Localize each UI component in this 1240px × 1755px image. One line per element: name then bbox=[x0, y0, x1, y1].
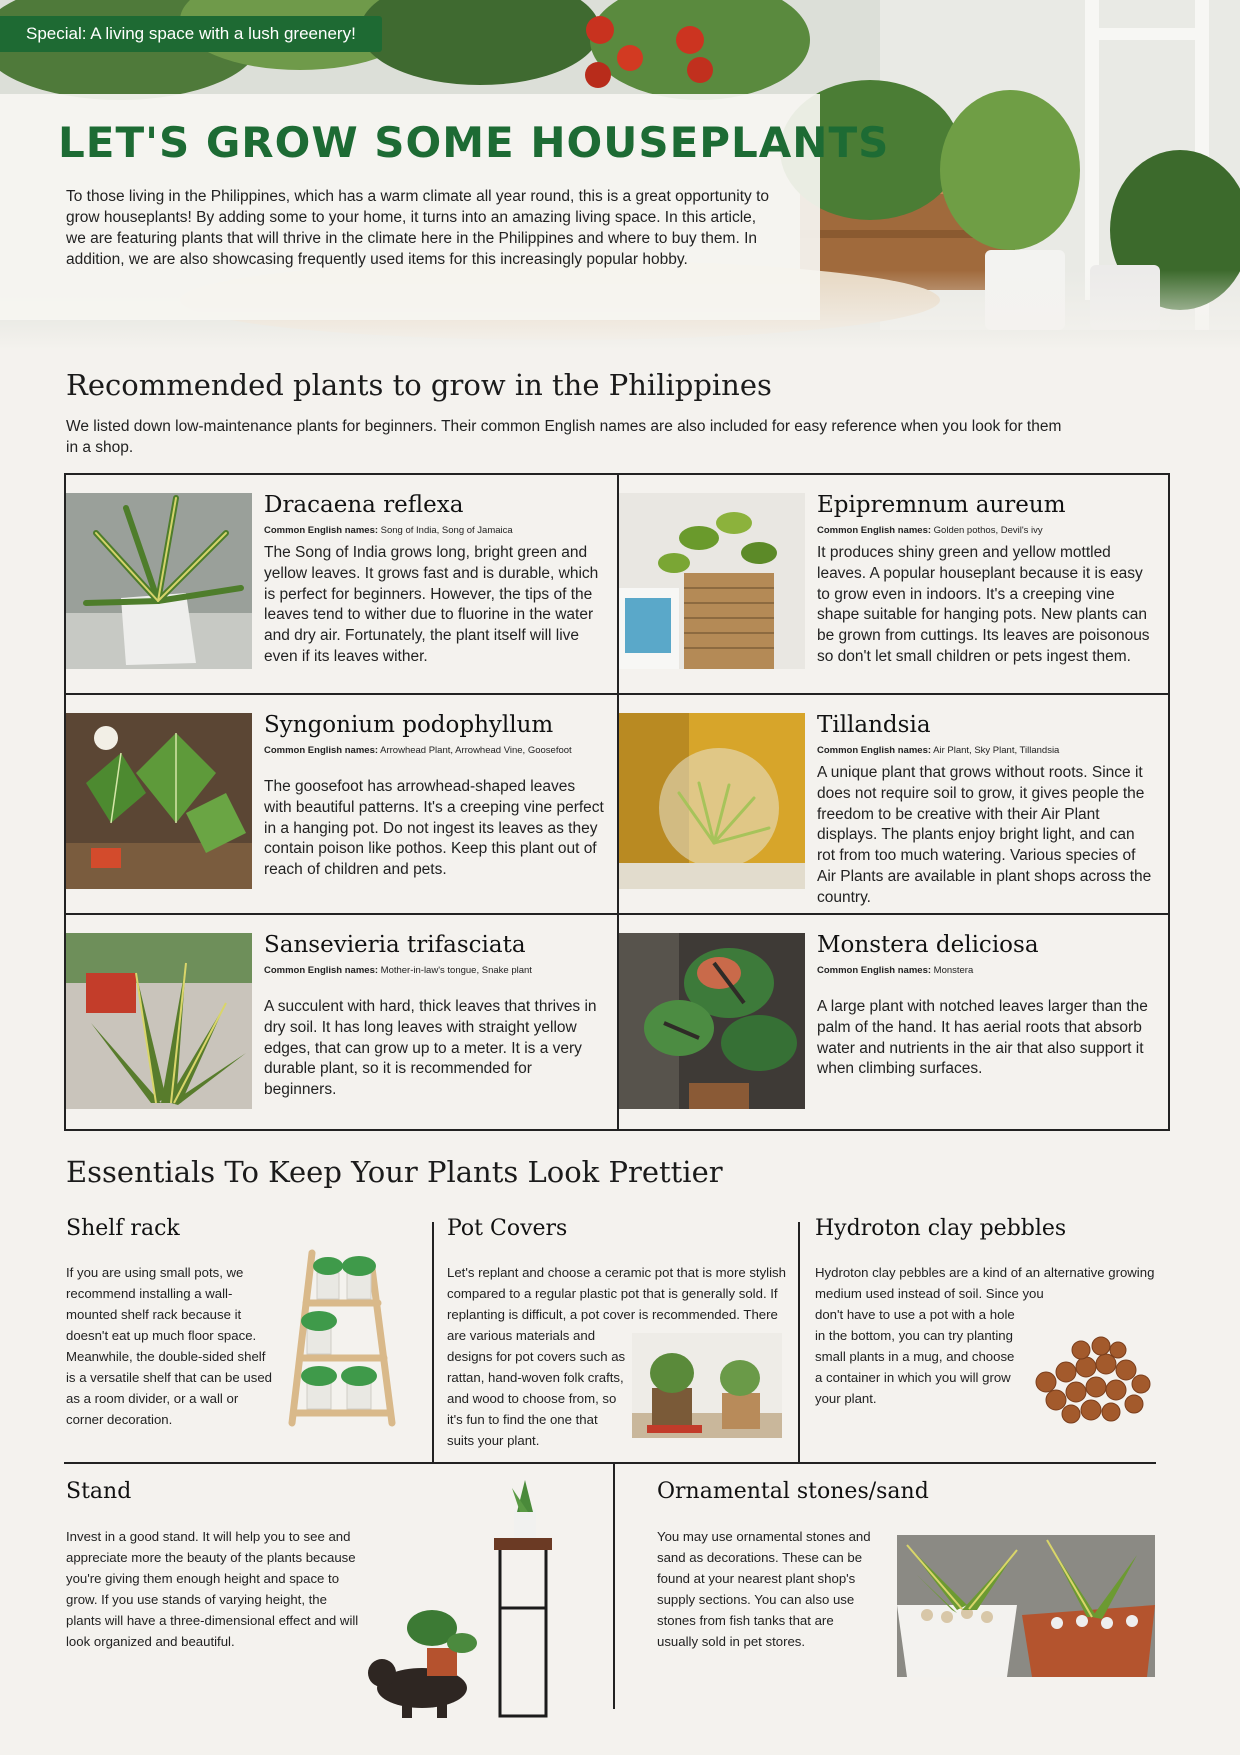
plant-description: The Song of India grows long, bright green and yellow leaves. It grows fast and is durable, which is perfect for beginners. However, the tips of the leaves tend to wither due to fluorine in the water and dry air. Fortunately, the plant itself will live even if its leaves wither. bbox=[264, 544, 599, 665]
essential-title: Ornamental stones/sand bbox=[657, 1479, 929, 1504]
plant-name: Syngonium podophyllum bbox=[264, 712, 554, 738]
plant-description: A large plant with notched leaves larger than the palm of the hand. It has aerial roots that absorb water and nutrients in the air that also support it when climbing surfaces. bbox=[817, 998, 1148, 1078]
plant-name: Monstera deliciosa bbox=[817, 932, 1039, 958]
plant-card bbox=[66, 915, 617, 1133]
plant-common-names: Common English names: Air Plant, Sky Plant, Tillandsia bbox=[817, 745, 1060, 756]
plant-photo bbox=[619, 493, 805, 669]
row-divider bbox=[64, 1462, 1156, 1464]
plant-grid bbox=[64, 473, 1170, 1131]
plant-card bbox=[66, 695, 617, 913]
essential-text: don't have to use a pot with a hole in the bottom, you can try planting small plants in a mug, and choose a container in which you will grow your plant. bbox=[815, 1307, 1015, 1406]
essential-text: are various materials and designs for pot covers such as rattan, hand-woven folk crafts, and wood to choose from, so it's fun to find the one that suits your plant. bbox=[447, 1328, 626, 1448]
plant-photo bbox=[66, 933, 252, 1109]
plant-photo bbox=[66, 713, 252, 889]
special-banner: Special: A living space with a lush greenery! bbox=[0, 16, 382, 52]
plant-card bbox=[619, 695, 1170, 913]
column-divider bbox=[613, 1464, 615, 1709]
column-divider bbox=[798, 1222, 800, 1462]
plant-card bbox=[619, 475, 1170, 693]
recommended-subtitle: We listed down low-maintenance plants for beginners. Their common English names are also included for easy reference when you look for them in a shop. bbox=[66, 418, 1062, 456]
recommended-title: Recommended plants to grow in the Philippines bbox=[66, 368, 772, 402]
plant-card bbox=[619, 915, 1170, 1133]
shelf-rack-illustration bbox=[272, 1248, 412, 1428]
essential-text: Let's replant and choose a ceramic pot that is more stylish compared to a regular plastic pot that is generally sold. If replanting is difficult, a pot cover is recommended. There bbox=[447, 1265, 786, 1322]
plant-common-names: Common English names: Mother-in-law's tongue, Snake plant bbox=[264, 965, 532, 976]
stand-photo bbox=[362, 1478, 592, 1722]
essential-text: If you are using small pots, we recommend installing a wall-mounted shelf rack because it doesn't eat up much floor space. Meanwhile, the double-sided shelf is a versatile shelf that can be used as a room divider, or a wall or corner decoration. bbox=[66, 1265, 272, 1427]
pot-covers-photo bbox=[632, 1333, 782, 1438]
column-divider bbox=[432, 1222, 434, 1462]
plant-photo bbox=[66, 493, 252, 669]
plant-description: The goosefoot has arrowhead-shaped leaves with beautiful patterns. It's a creeping vine perfect in a hanging pot. Do not ingest its leaves as they contain poison like pothos. Keep this plant out of reach of children and pets. bbox=[264, 778, 604, 879]
ornamental-stones-photo bbox=[897, 1535, 1155, 1677]
essential-title: Hydroton clay pebbles bbox=[815, 1216, 1067, 1241]
essential-text: You may use ornamental stones and sand as decorations. These can be found at your nearest plant shop's supply sections. You can also use stones from fish tanks that are usually sold in pet stores. bbox=[657, 1529, 871, 1649]
essentials-title: Essentials To Keep Your Plants Look Prettier bbox=[66, 1155, 723, 1189]
plant-name: Tillandsia bbox=[817, 712, 931, 738]
plant-description: It produces shiny green and yellow mottled leaves. A popular houseplant because it is easy to grow even in indoors. It's a creeping vine shape suitable for hanging pots. New plants can be grown from cuttings. Its leaves are poisonous so don't let small children or pets ingest them. bbox=[817, 544, 1150, 665]
plant-common-names: Common English names: Arrowhead Plant, Arrowhead Vine, Goosefoot bbox=[264, 745, 572, 756]
plant-card bbox=[66, 475, 617, 693]
plant-description: A succulent with hard, thick leaves that thrives in dry soil. It has long leaves with straight yellow edges, that can grow up to a meter. It is a very durable plant, so it is recommended for beginners. bbox=[264, 998, 597, 1099]
clay-pebbles-photo bbox=[1026, 1322, 1156, 1432]
plant-common-names: Common English names: Golden pothos, Devil's ivy bbox=[817, 525, 1043, 536]
intro-text: To those living in the Philippines, which has a warm climate all year round, this is a great opportunity to grow houseplants! By adding some to your home, it turns into an amazing living space. In this article, we are featuring plants that will thrive in the climate here in the Philippines and where to buy them. In addition, we are also showcasing frequently used items for this increasingly popular hobby. bbox=[66, 188, 770, 268]
plant-photo bbox=[619, 933, 805, 1109]
plant-common-names: Common English names: Song of India, Song of Jamaica bbox=[264, 525, 513, 536]
essential-title: Stand bbox=[66, 1479, 132, 1504]
essential-text: Invest in a good stand. It will help you to see and appreciate more the beauty of the plants because you're giving them enough height and space to grow. If you use stands of varying height, the plants will have a three-dimensional effect and will look organized and beautiful. bbox=[66, 1529, 359, 1649]
plant-photo bbox=[619, 713, 805, 889]
essential-text: Hydroton clay pebbles are a kind of an alternative growing medium used instead of soil. Since you bbox=[815, 1265, 1155, 1301]
page-title: LET'S GROW SOME HOUSEPLANTS bbox=[58, 118, 890, 167]
plant-common-names: Common English names: Monstera bbox=[817, 965, 974, 976]
essential-title: Pot Covers bbox=[447, 1216, 568, 1241]
plant-name: Epipremnum aureum bbox=[817, 492, 1066, 518]
plant-name: Dracaena reflexa bbox=[264, 492, 464, 518]
plant-name: Sansevieria trifasciata bbox=[264, 932, 526, 958]
essential-title: Shelf rack bbox=[66, 1216, 180, 1241]
plant-description: A unique plant that grows without roots. Since it does not require soil to grow, it gives people the freedom to be creative with their Air Plant displays. The plants enjoy bright light, and can rot from too much watering. Various species of Air Plants are available in plant shops across the country. bbox=[817, 764, 1152, 906]
